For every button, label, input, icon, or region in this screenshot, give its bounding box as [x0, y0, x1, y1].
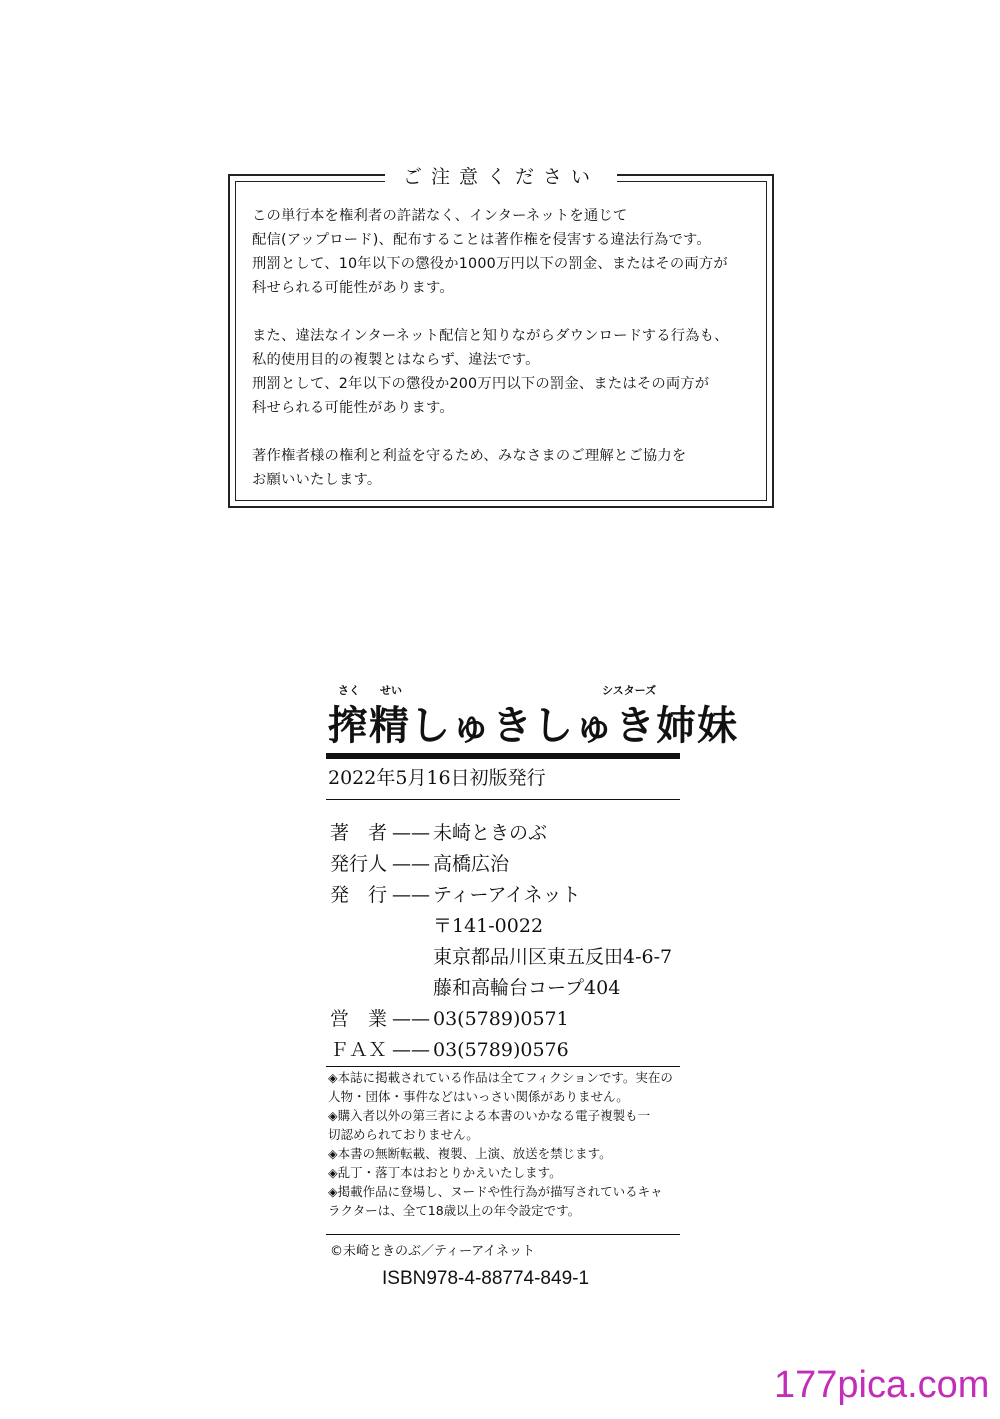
notice-box	[228, 166, 774, 508]
divider-line	[326, 799, 680, 800]
credit-label: 著 者	[330, 822, 388, 844]
divider-line	[326, 1066, 680, 1067]
credit-dash: ——	[392, 884, 430, 906]
credit-dash: ——	[392, 822, 430, 844]
credit-label: 発行人	[330, 853, 388, 875]
notice-line: 著作権者様の権利と利益を守るため、みなさまのご理解とご協力を	[252, 448, 687, 464]
credit-value: 未崎ときのぶ	[433, 822, 548, 844]
notice-line: 科せられる可能性があります。	[252, 280, 454, 296]
publication-date: 2022年5月16日初版発行	[328, 767, 546, 789]
credit-label: ＦＡＸ	[330, 1039, 388, 1061]
notice-title	[230, 162, 772, 189]
notice-line: この単行本を権利者の許諾なく、インターネットを通じて	[252, 208, 628, 224]
divider-line	[326, 1234, 680, 1235]
book-title: 搾精しゅきしゅき姉妹	[328, 703, 738, 749]
credit-value: 高橋広治	[433, 853, 510, 875]
notice-line: 刑罰として、10年以下の懲役か1000万円以下の罰金、またはその両方が	[252, 256, 728, 272]
ruby-saku: さく	[338, 684, 360, 697]
note-line: 切認められておりません。	[328, 1127, 479, 1142]
credit-value: 03(5789)0571	[433, 1008, 569, 1030]
notice-line: 刑罰として、2年以下の懲役か200万円以下の罰金、またはその両方が	[252, 376, 710, 392]
notice-paragraph	[252, 444, 762, 492]
credit-value: 03(5789)0576	[433, 1039, 569, 1061]
notice-paragraph	[252, 204, 762, 300]
note-line: ◈乱丁・落丁本はおとりかえいたします。	[328, 1165, 562, 1180]
credit-dash: ——	[392, 853, 430, 875]
notice-paragraph	[252, 324, 762, 420]
note-line: 人物・団体・事件などはいっさい関係がありません。	[328, 1089, 629, 1104]
notice-line: 科せられる可能性があります。	[252, 400, 454, 416]
copyright-line: ©未崎ときのぶ／ティーアイネット	[330, 1244, 536, 1259]
ruby-sisters: シスターズ	[602, 684, 657, 697]
credit-value: 〒141-0022	[433, 915, 544, 937]
credit-label: 発 行	[330, 884, 388, 906]
note-line: ◈掲載作品に登場し、ヌードや性行為が描写されているキャ	[328, 1184, 663, 1199]
credit-value: 藤和高輪台コープ404	[433, 977, 621, 999]
watermark: 177pica.com	[774, 1364, 990, 1406]
note-line: ◈購入者以外の第三者による本書のいかなる電子複製も一	[328, 1108, 651, 1123]
notice-line: お願いいたします。	[252, 472, 382, 488]
credit-value: ティーアイネット	[433, 884, 581, 906]
credit-dash: ——	[392, 1008, 430, 1030]
credit-dash: ——	[392, 1039, 430, 1061]
notice-line: 配信(アップロード)、配布することは著作権を侵害する違法行為です。	[252, 232, 711, 248]
legal-notes	[328, 1068, 673, 1220]
note-line: ラクターは、全て18歳以上の年令設定です。	[328, 1203, 581, 1218]
credit-value: 東京都品川区東五反田4-6-7	[433, 946, 673, 968]
note-line: ◈本書の無断転載、複製、上演、放送を禁じます。	[328, 1146, 612, 1161]
notice-line: 私的使用目的の複製とはならず、違法です。	[252, 352, 540, 368]
notice-line: また、違法なインターネット配信と知りながらダウンロードする行為も、	[252, 328, 729, 344]
isbn: ISBN978-4-88774-849-1	[382, 1268, 590, 1289]
notice-body	[252, 204, 762, 492]
ruby-sei: せい	[380, 684, 402, 697]
notice-title-text: ご注意ください	[385, 166, 617, 188]
credit-label: 営 業	[330, 1008, 388, 1030]
title-rule	[326, 753, 680, 759]
note-line: ◈本誌に掲載されている作品は全てフィクションです。実在の	[328, 1070, 673, 1085]
